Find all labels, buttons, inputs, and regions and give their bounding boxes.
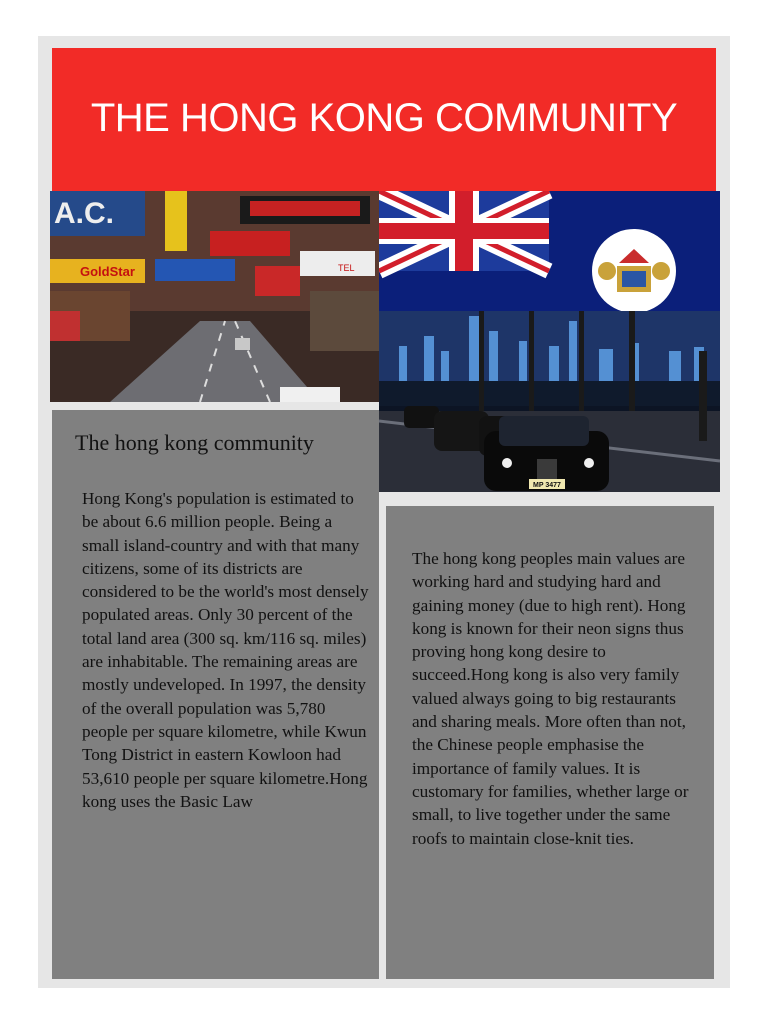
street-photo [50, 191, 379, 402]
harbour-photo [379, 311, 720, 492]
street-photo-icon [50, 191, 379, 402]
license-plate: MP 3477 [533, 482, 561, 489]
right-panel-body: The hong kong peoples main values are working hard and studying hard and gaining money (due to high rent). Hong kong is known for their neon signs thus proving hong kong desire to succeed.Hong kong is also very family valued always going to big restaurants and sharing meals. More often than not, the Chinese people emphasise the importance of family values. It is customary for families, whether large or small, to live together under the same roofs to maintain close-knit ties. [412, 549, 689, 848]
sign-text-ac: A.C. [54, 197, 114, 230]
harbour-night-car-photo-icon [379, 311, 720, 492]
hong-kong-colonial-flag-icon [379, 191, 720, 311]
flag-image [379, 191, 720, 311]
sign-text-goldstar: GoldStar [80, 264, 135, 279]
left-panel-body: Hong Kong's population is estimated to be about 6.6 million people. Being a small island-country and with that many citizens, some of its districts are considered to be the world's most densely populated areas. Only 30 percent of the total land area (300 sq. km/116 sq. miles) are inhabitable. The remaining areas are mostly undeveloped. In 1997, the density of the overall population was 5,780 people per square kilometre, while Kwun Tong District in eastern Kowloon had 53,610 people per square kilometre.Hong kong uses the Basic Law [82, 489, 369, 811]
left-panel-heading: The hong kong community [75, 430, 314, 455]
sign-text-tel: TEL [338, 263, 355, 273]
page-title: THE HONG KONG COMMUNITY [90, 96, 678, 140]
